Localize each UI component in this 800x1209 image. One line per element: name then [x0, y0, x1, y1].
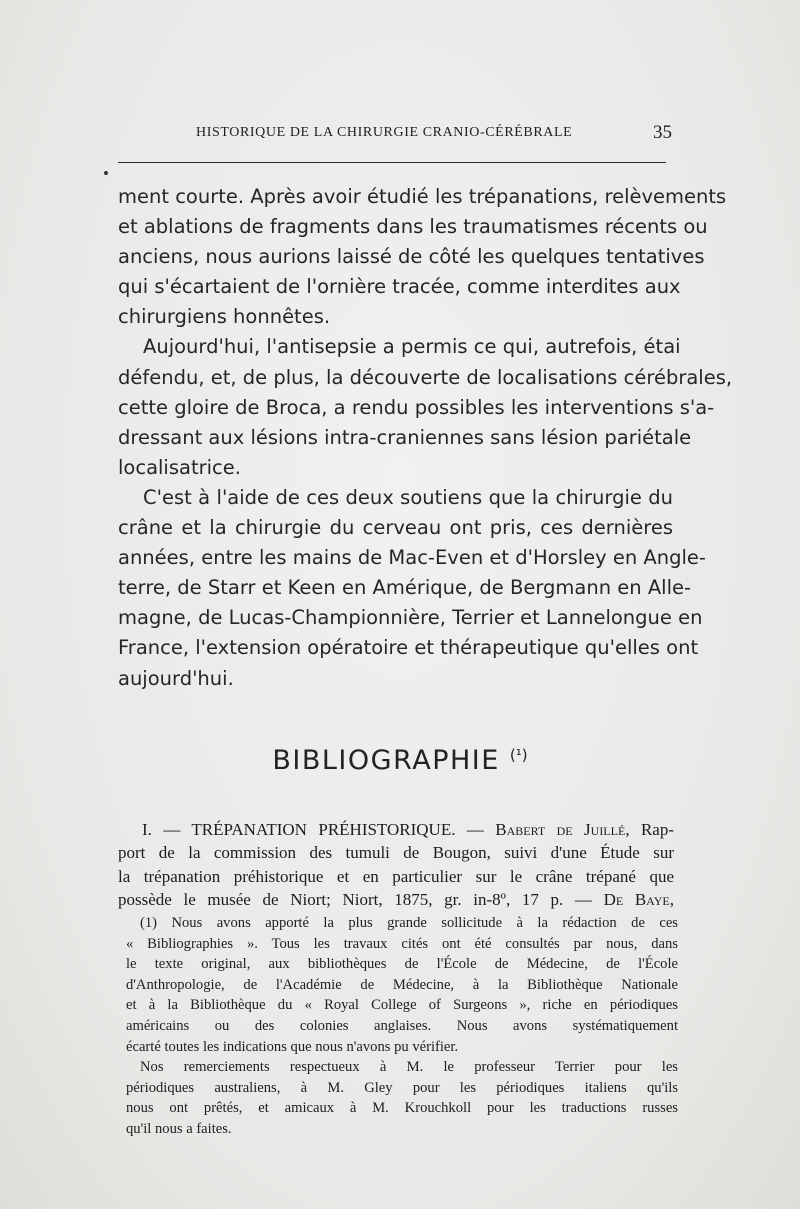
- body-line: magne, de Lucas-Championnière, Terrier et Lannelongue en: [118, 606, 703, 630]
- footnote-line: (1) Nous avons apporté la plus grande sollicitude à la rédaction de ces: [140, 915, 678, 931]
- bibliography-entry: [118, 818, 674, 911]
- body-line: défendu, et, de plus, la découverte de localisations cérébrales,: [118, 365, 733, 389]
- body-line: dressant aux lésions intra-craniennes sans lésion pariétale: [118, 425, 692, 449]
- bibliography-author: Babert de Juillé: [495, 820, 626, 839]
- running-title: HISTORIQUE DE LA CHIRURGIE CRANIO-CÉRÉBRALE: [196, 125, 573, 140]
- body-line: terre, de Starr et Keen en Amérique, de Bergmann en Alle-: [118, 576, 692, 600]
- body-text: [118, 182, 733, 694]
- footnote-line: périodiques australiens, à M. Gley pour les périodiques italiens qu'ils: [126, 1079, 678, 1096]
- bibliography-heading: I. — TRÉPANATION PRÉHISTORIQUE. —: [142, 820, 496, 839]
- bibliography-line: port de la commission des tumuli de Bougon, suivi d'une Étude sur: [118, 843, 674, 863]
- body-line: cette gloire de Broca, a rendu possibles les interventions s'a-: [118, 395, 715, 419]
- ink-speck: [104, 171, 108, 175]
- body-line: années, entre les mains de Mac-Even et d'Horsley en Angle-: [118, 546, 706, 570]
- bibliography-text: possède le musée de Niort; Niort, 1875, gr. in-8º, 17 p. —: [118, 889, 604, 909]
- header-rule: [118, 162, 666, 163]
- footnote-line: le texte original, aux bibliothèques de l'École de Médecine, de l'École: [126, 956, 678, 973]
- body-line: qui s'écartaient de l'ornière tracée, comme interdites aux: [118, 275, 681, 299]
- bibliography-text: , Rap-: [625, 820, 675, 839]
- footnote-line: qu'il nous a faites.: [126, 1120, 232, 1137]
- body-line: chirurgiens honnêtes.: [118, 305, 331, 329]
- body-line: Aujourd'hui, l'antisepsie a permis ce qui, autrefois, étai: [143, 335, 681, 359]
- body-line: ment courte. Après avoir étudié les trépanations, relèvements: [118, 185, 727, 208]
- footnote-line: nous ont prêtés, et amicaux à M. Krouchkoll pour les traductions russes: [126, 1100, 678, 1117]
- bibliography-line: [118, 888, 674, 911]
- body-line: localisatrice.: [118, 455, 241, 479]
- bibliography-line: [118, 818, 674, 841]
- body-line: aujourd'hui.: [118, 666, 234, 690]
- bibliography-line: la trépanation préhistorique et en particulier sur le crâne trépané que: [118, 866, 674, 886]
- bibliography-author: De Baye: [603, 889, 670, 909]
- bibliography-text: ,: [669, 889, 674, 909]
- footnote-line: d'Anthropologie, de l'Académie de Médecine, à la Bibliothèque Nationale: [126, 976, 678, 993]
- section-title: [0, 745, 800, 776]
- body-line: France, l'extension opératoire et thérapeutique qu'elles ont: [118, 636, 699, 660]
- footnote-line: américains ou des colonies anglaises. Nous avons systématiquement: [126, 1017, 678, 1034]
- footnote-line: et à la Bibliothèque du « Royal College of Surgeons », riche en périodiques: [126, 997, 678, 1014]
- footnote-line: écarté toutes les indications que nous n'avons pu vérifier.: [126, 1038, 459, 1055]
- footnote-mark: (¹): [509, 746, 528, 764]
- footnote-line: Nos remerciements respectueux à M. le professeur Terrier pour les: [140, 1059, 678, 1076]
- page-number: 35: [653, 122, 672, 143]
- running-head: [118, 121, 672, 151]
- footnote-line: « Bibliographies ». Tous les travaux cités ont été consultés par nous, dans: [126, 935, 678, 952]
- section-title-text: BIBLIOGRAPHIE: [272, 745, 500, 776]
- body-line: anciens, nous aurions laissé de côté les quelques tentatives: [118, 245, 705, 269]
- body-line: C'est à l'aide de ces deux soutiens que la chirurgie du: [143, 485, 673, 509]
- body-line: crâne et la chirurgie du cerveau ont pris, ces dernières: [118, 516, 673, 540]
- body-line: et ablations de fragments dans les traumatismes récents ou: [118, 215, 708, 239]
- footnote: [126, 913, 678, 1140]
